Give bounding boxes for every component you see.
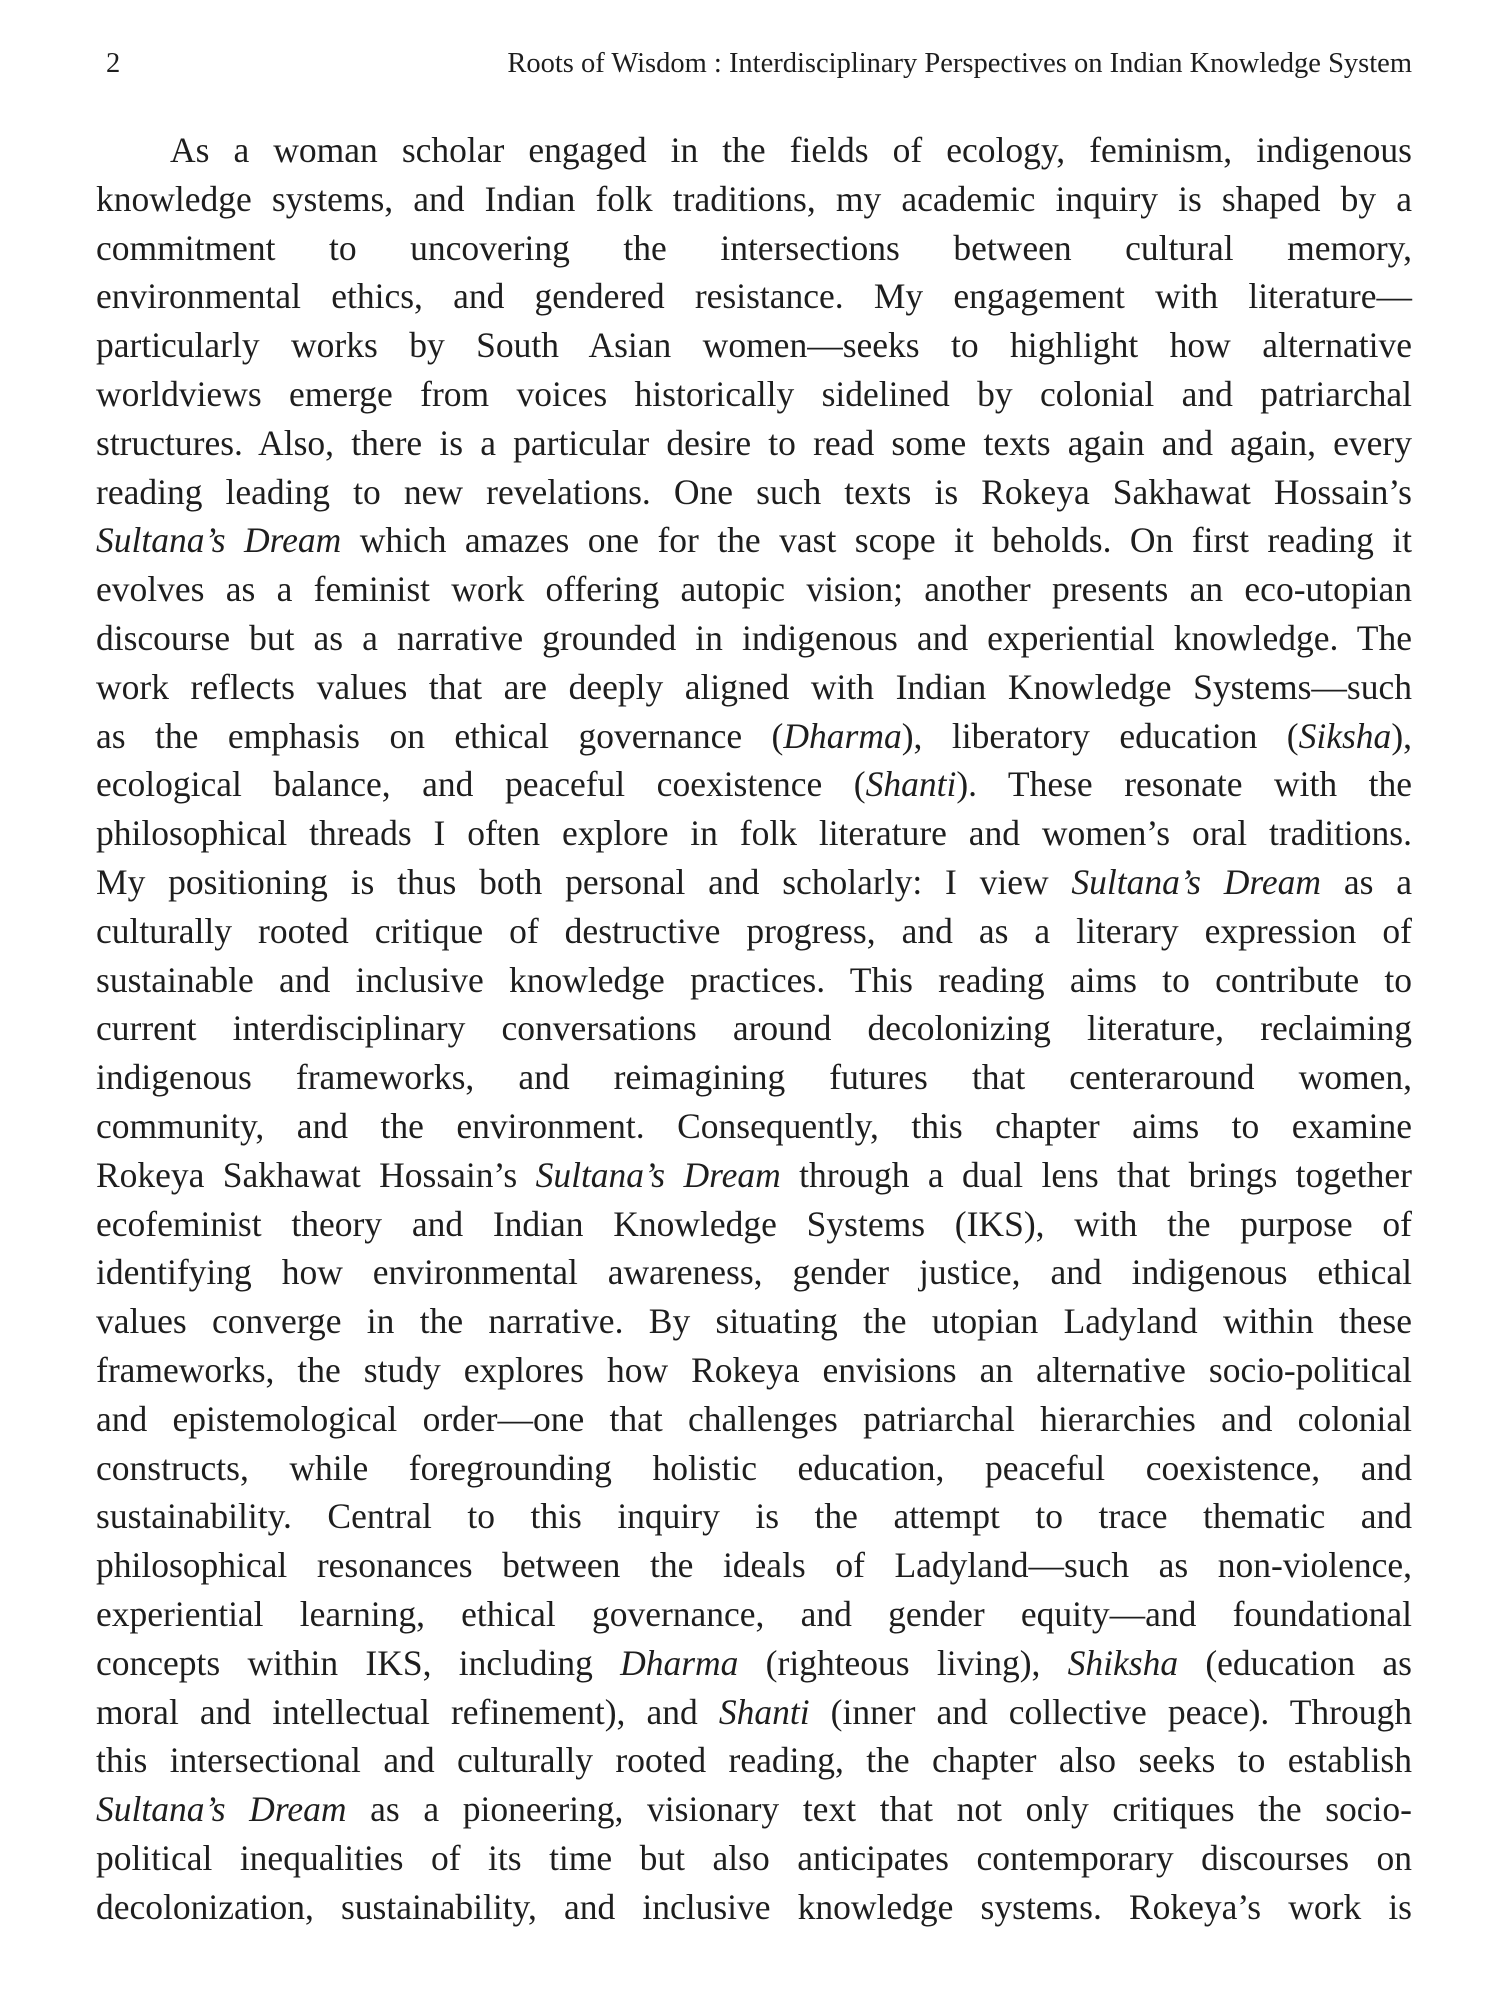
text-line [96, 1736, 1412, 1785]
text-line [96, 1053, 1412, 1102]
text-segment: ), liberatory education ( [901, 715, 1299, 756]
italic-title: Shanti [718, 1691, 810, 1732]
text-line [96, 272, 1412, 321]
text-line [96, 1151, 1412, 1200]
text-line [96, 858, 1412, 907]
italic-title: Shiksha [1067, 1642, 1179, 1683]
body-paragraph [96, 126, 1412, 1931]
text-segment: political inequalities of its time but also anticipates contemporary discourses on [96, 1837, 1412, 1878]
text-segment: as a pioneering, visionary text that not only critiques the socio- [346, 1789, 1412, 1830]
text-line [96, 1200, 1412, 1249]
text-line [96, 1785, 1412, 1834]
text-segment: Rokeya Sakhawat Hossain’s [96, 1154, 536, 1195]
text-segment: as the emphasis on ethical governance ( [96, 715, 784, 756]
text-segment: sustainability. Central to this inquiry is the attempt to trace thematic and [96, 1496, 1412, 1537]
text-segment: (righteous living), [738, 1642, 1068, 1683]
text-line [96, 1883, 1412, 1932]
text-segment: current interdisciplinary conversations around decolonizing literature, reclaiming [96, 1008, 1412, 1049]
text-line [96, 370, 1412, 419]
text-line [96, 126, 1412, 175]
text-segment: concepts within IKS, including [96, 1642, 621, 1683]
text-segment: (education as [1178, 1642, 1412, 1683]
text-line [96, 1346, 1412, 1395]
text-segment: commitment to uncovering the intersections between cultural memory, [96, 227, 1412, 268]
text-line [96, 516, 1412, 565]
text-segment: ecological balance, and peaceful coexistence ( [96, 764, 866, 805]
text-segment: ), [1391, 715, 1413, 756]
text-line [96, 956, 1412, 1005]
text-segment: As a woman scholar engaged in the fields of ecology, feminism, indigenous [170, 130, 1412, 170]
text-segment: constructs, while foregrounding holistic education, peaceful coexistence, and [96, 1447, 1412, 1488]
text-line [96, 1541, 1412, 1590]
text-line [96, 1102, 1412, 1151]
text-segment: community, and the environment. Consequently, this chapter aims to examine [96, 1105, 1412, 1146]
italic-title: Sultana’s Dream [535, 1154, 781, 1195]
text-line [96, 565, 1412, 614]
text-segment: moral and intellectual refinement), and [96, 1691, 719, 1732]
text-line [96, 907, 1412, 956]
text-segment: philosophical resonances between the ideals of Ladyland—such as non-violence, [96, 1545, 1412, 1586]
text-segment: identifying how environmental awareness, gender justice, and indigenous ethical [96, 1252, 1412, 1293]
text-line [96, 419, 1412, 468]
text-line [96, 760, 1412, 809]
text-line [96, 321, 1412, 370]
text-line [96, 1297, 1412, 1346]
text-segment: which amazes one for the vast scope it beholds. On first reading it [341, 520, 1412, 561]
text-segment: discourse but as a narrative grounded in indigenous and experiential knowledge. The [96, 617, 1412, 658]
text-line [96, 1395, 1412, 1444]
text-segment: experiential learning, ethical governance, and gender equity—and foundational [96, 1593, 1412, 1634]
italic-title: Dharma [783, 715, 902, 756]
text-line [96, 712, 1412, 761]
italic-title: Sultana’s Dream [96, 1789, 347, 1830]
text-line [96, 809, 1412, 858]
text-segment: values converge in the narrative. By situating the utopian Ladyland within these [96, 1301, 1412, 1342]
text-line [96, 224, 1412, 273]
text-line [96, 1688, 1412, 1737]
text-segment: ecofeminist theory and Indian Knowledge Systems (IKS), with the purpose of [96, 1203, 1412, 1244]
page-header [106, 44, 1412, 84]
text-segment: decolonization, sustainability, and inclusive knowledge systems. Rokeya’s work is [96, 1886, 1412, 1927]
text-segment: (inner and collective peace). Through [809, 1691, 1412, 1732]
italic-title: Sultana’s Dream [96, 520, 342, 561]
text-segment: philosophical threads I often explore in folk literature and women’s oral traditions. [96, 813, 1412, 854]
text-line [96, 175, 1412, 224]
text-segment: sustainable and inclusive knowledge practices. This reading aims to contribute to [96, 959, 1412, 1000]
text-line [96, 1834, 1412, 1883]
text-line [96, 1639, 1412, 1688]
text-segment: frameworks, the study explores how Rokeya envisions an alternative socio-political [96, 1349, 1412, 1390]
text-segment: this intersectional and culturally rooted reading, the chapter also seeks to establish [96, 1740, 1412, 1781]
text-segment: structures. Also, there is a particular desire to read some texts again and again, every [96, 422, 1412, 463]
text-line [96, 468, 1412, 517]
text-segment: as a [1321, 861, 1412, 902]
text-line [96, 614, 1412, 663]
text-line [96, 1004, 1412, 1053]
text-line [96, 663, 1412, 712]
text-segment: culturally rooted critique of destructive progress, and as a literary expression of [96, 910, 1412, 951]
text-line [96, 1590, 1412, 1639]
text-segment: My positioning is thus both personal and scholarly: I view [96, 861, 1072, 902]
text-line [96, 1492, 1412, 1541]
text-segment: worldviews emerge from voices historically sidelined by colonial and patriarchal [96, 373, 1412, 414]
text-segment: particularly works by South Asian women—seeks to highlight how alternative [96, 325, 1412, 366]
text-segment: evolves as a feminist work offering autopic vision; another presents an eco-utopian [96, 569, 1412, 610]
text-line [96, 1248, 1412, 1297]
text-segment: through a dual lens that brings together [780, 1154, 1412, 1195]
text-segment: ). These resonate with the [956, 764, 1412, 805]
italic-title: Dharma [620, 1642, 739, 1683]
italic-title: Shanti [865, 764, 957, 805]
text-segment: knowledge systems, and Indian folk traditions, my academic inquiry is shaped by a [96, 178, 1412, 219]
text-segment: and epistemological order—one that challenges patriarchal hierarchies and colonial [96, 1398, 1412, 1439]
italic-title: Sultana’s Dream [1071, 861, 1322, 902]
italic-title: Siksha [1298, 715, 1392, 756]
text-segment: reading leading to new revelations. One such texts is Rokeya Sakhawat Hossain’s [96, 471, 1412, 512]
text-segment: environmental ethics, and gendered resistance. My engagement with literature— [96, 276, 1412, 317]
text-segment: indigenous frameworks, and reimagining futures that centeraround women, [96, 1057, 1412, 1098]
running-title: Roots of Wisdom : Interdisciplinary Perspectives on Indian Knowledge System [507, 48, 1412, 79]
text-line [96, 1444, 1412, 1493]
text-segment: work reflects values that are deeply aligned with Indian Knowledge Systems—such [96, 666, 1412, 707]
page-number: 2 [106, 48, 121, 79]
